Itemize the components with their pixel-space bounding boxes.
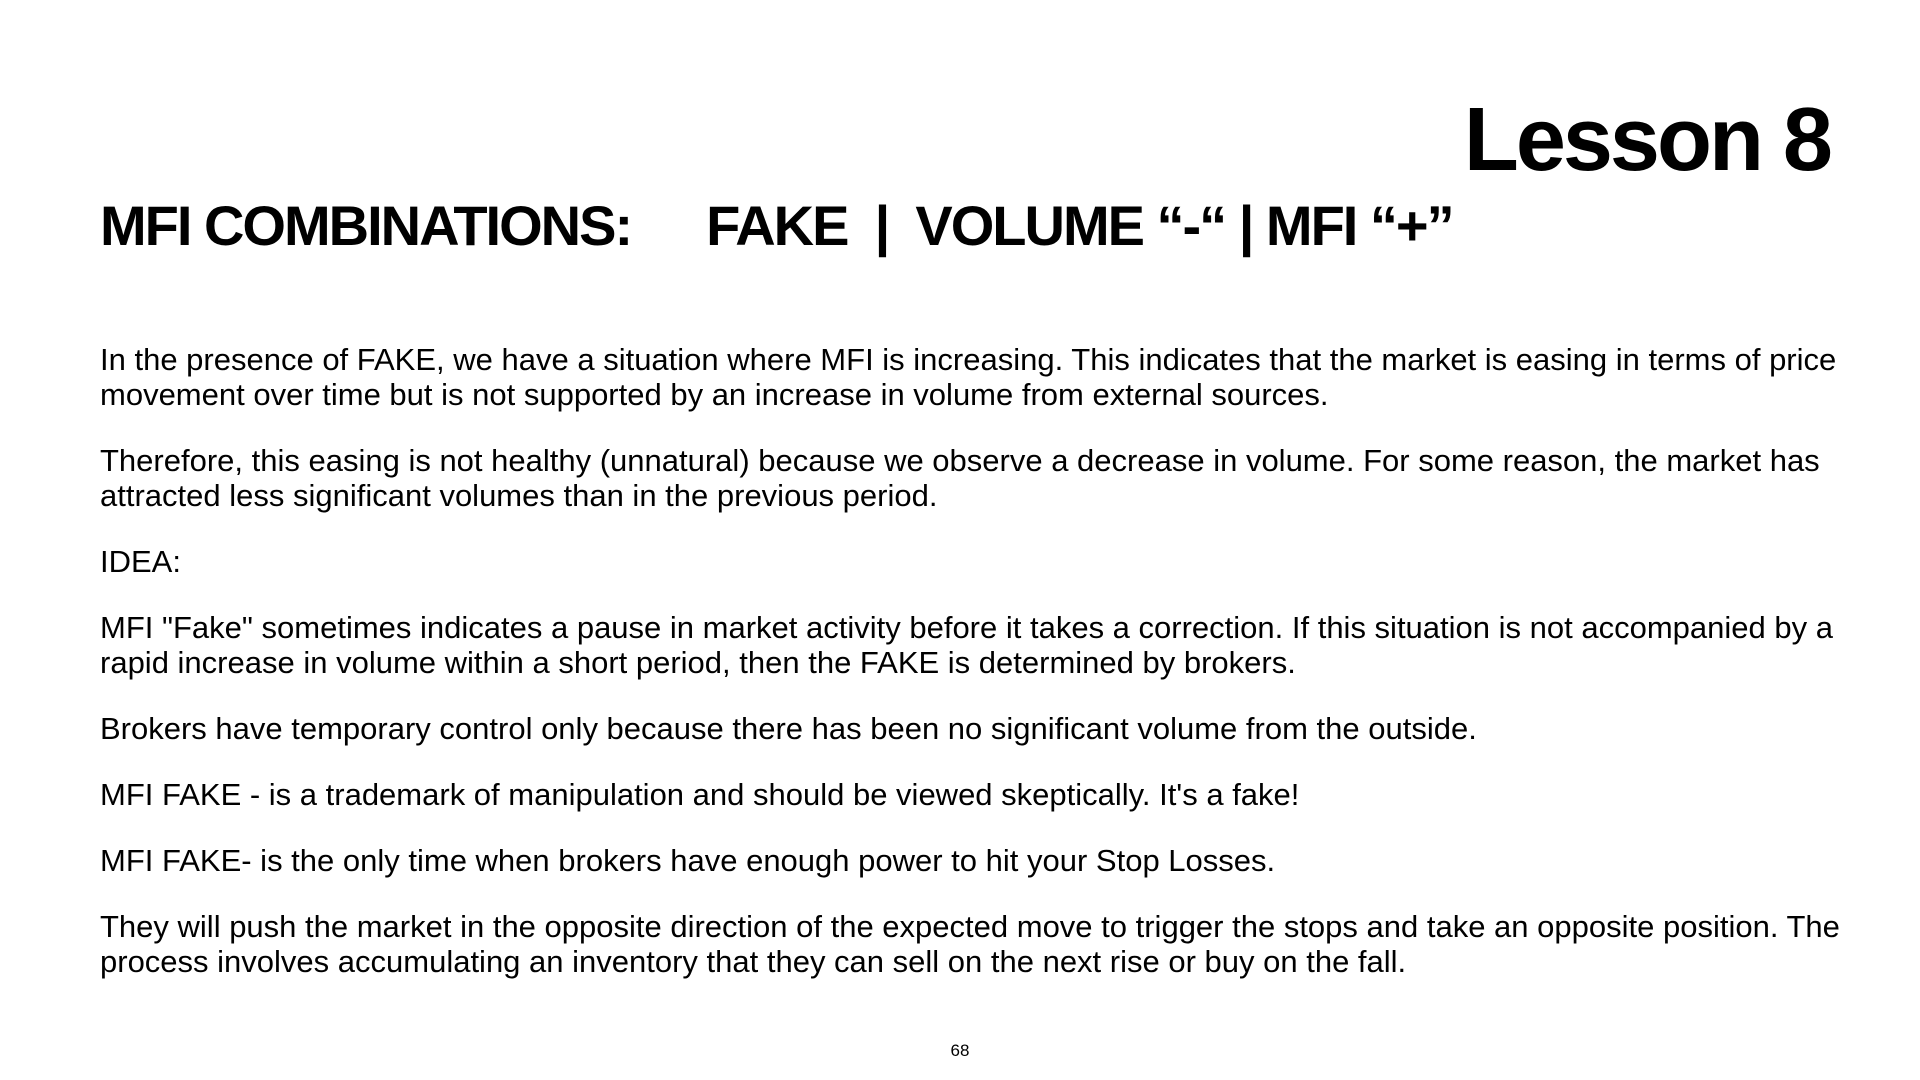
paragraph-brokers-control: Brokers have temporary control only because there has been no significant volume from the outside. [100, 711, 1477, 746]
paragraph-idea-label: IDEA: [100, 544, 181, 579]
heading-label: MFI COMBINATIONS: [100, 194, 632, 257]
heading-value: FAKE | VOLUME “-“ | MFI “+” [706, 194, 1453, 257]
page-number: 68 [950, 1041, 970, 1060]
paragraph-stop-losses: MFI FAKE- is the only time when brokers have enough power to hit your Stop Losses. [100, 843, 1276, 878]
paragraph-mfi-fake-pause: MFI "Fake" sometimes indicates a pause in market activity before it takes a correction. If this situation is not accompanied by a rapid increase in volume within a short period, then the FAKE is determined by brokers. [100, 610, 1833, 680]
paragraph-easing: Therefore, this easing is not healthy (unnatural) because we observe a decrease in volume. For some reason, the market has attracted less significant volumes than in the previous period. [100, 443, 1820, 513]
slide-heading [100, 195, 1453, 257]
slide-body [100, 342, 1860, 1010]
paragraph-opposite-direction: They will push the market in the opposite direction of the expected move to trigger the stops and take an opposite position. The process involves accumulating an inventory that they can sell on the next rise or buy on the fall. [100, 909, 1840, 979]
lesson-title: Lesson 8 [1463, 90, 1830, 190]
paragraph-intro: In the presence of FAKE, we have a situation where MFI is increasing. This indicates that the market is easing in terms of price movement over time but is not supported by an increase in volume from external sources. [100, 342, 1837, 412]
paragraph-trademark-manipulation: MFI FAKE - is a trademark of manipulation and should be viewed skeptically. It's a fake! [100, 777, 1300, 812]
